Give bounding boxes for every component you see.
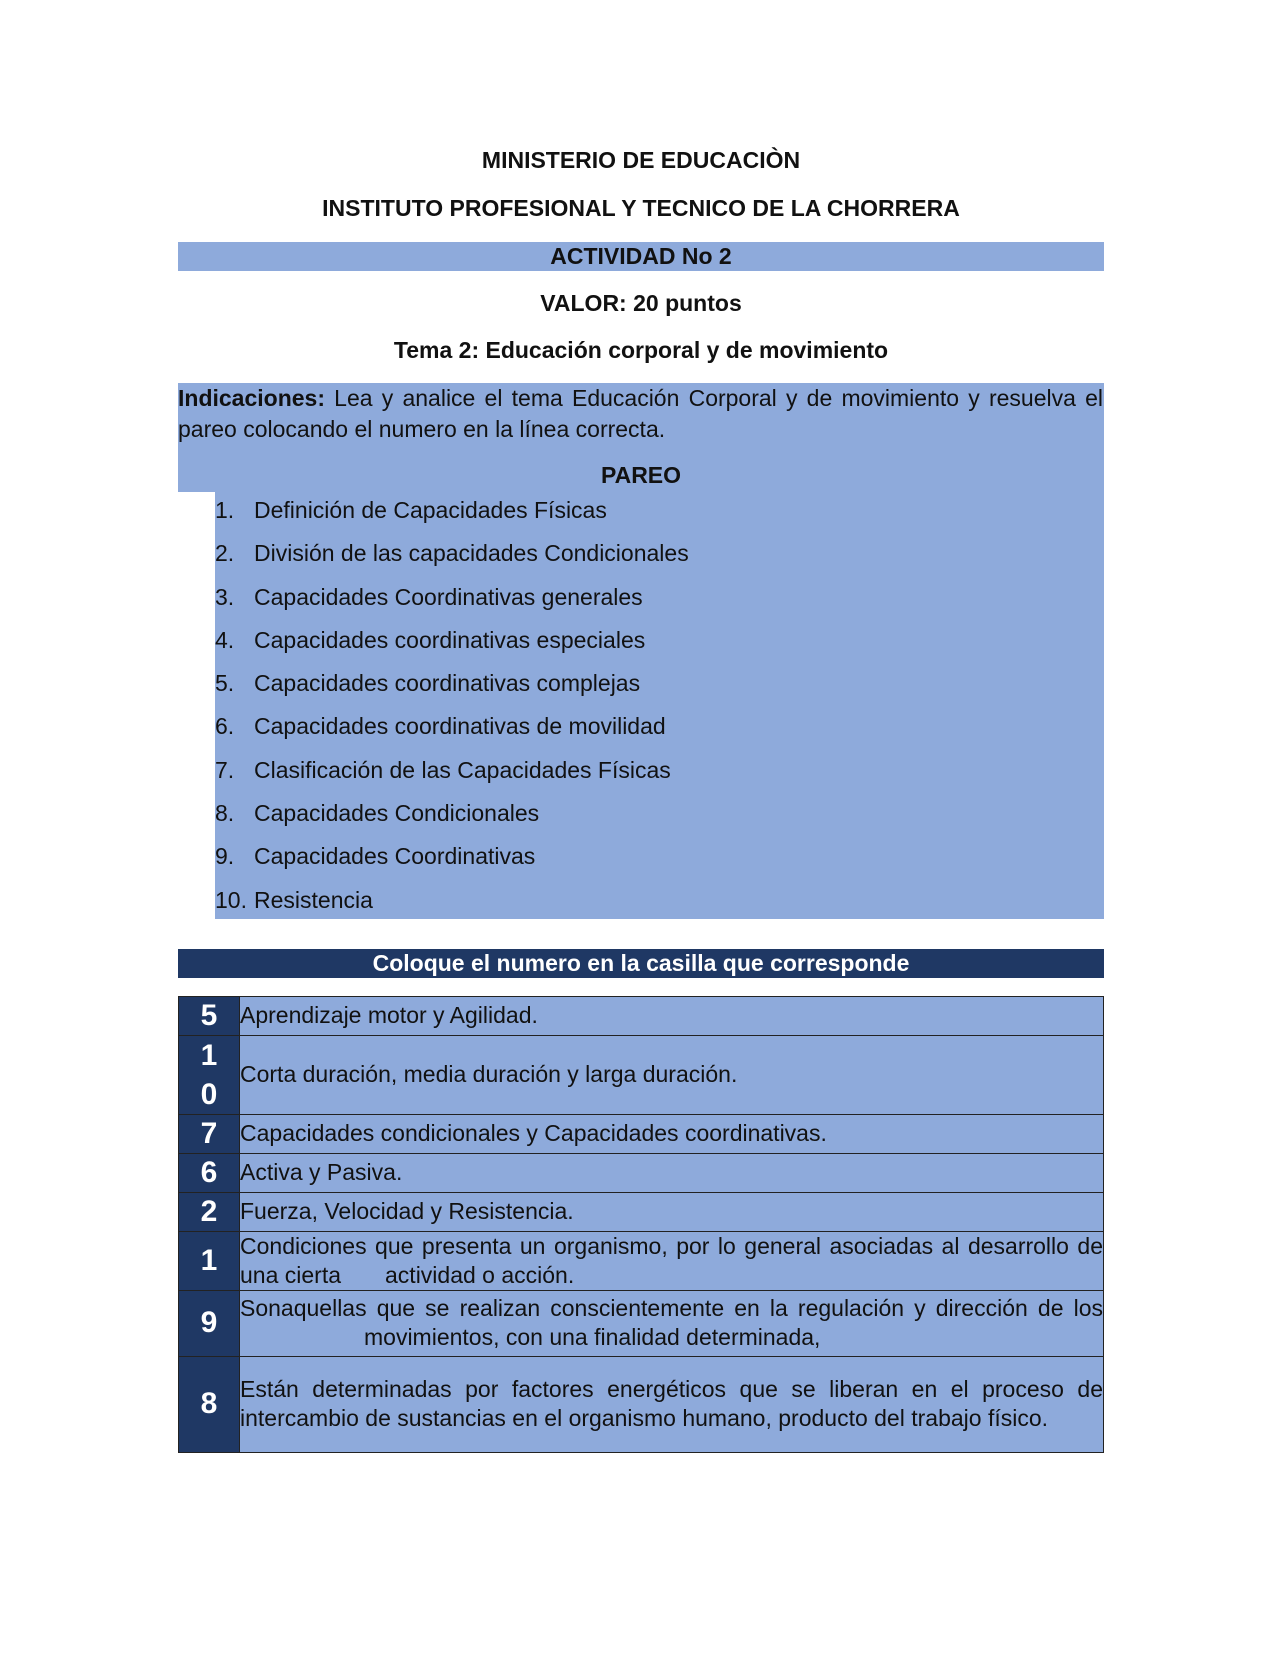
list-item-number: 5. xyxy=(215,670,235,697)
answer-value: 10 xyxy=(200,1038,218,1111)
answer-cell[interactable]: 1 xyxy=(179,1231,240,1290)
document-page xyxy=(178,146,1104,1453)
pareo-title: PAREO xyxy=(178,445,1104,492)
description-cell: Fuerza, Velocidad y Resistencia. xyxy=(240,1192,1104,1231)
description-text: Condiciones que presenta un organismo, por lo general asociadas al desarrollo de una cierta xyxy=(240,1232,1103,1288)
indications-label: Indicaciones: xyxy=(178,385,325,411)
tema-line: Tema 2: Educación corporal y de movimiento xyxy=(393,337,889,363)
table-row xyxy=(179,1356,1104,1452)
list-item-label: Definición de Capacidades Físicas xyxy=(254,497,607,523)
answer-cell[interactable]: 7 xyxy=(179,1114,240,1153)
institute-title: INSTITUTO PROFESIONAL Y TECNICO DE LA CHORRERA xyxy=(322,195,960,221)
answer-cell[interactable]: 5 xyxy=(179,996,240,1035)
table-row xyxy=(179,996,1104,1035)
list-item-number: 9. xyxy=(215,843,235,870)
list-item-number: 4. xyxy=(215,626,235,653)
list-item-label: División de las capacidades Condicionales xyxy=(254,540,689,567)
description-cell: Capacidades condicionales y Capacidades coordinativas. xyxy=(240,1114,1104,1153)
description-text: movimientos, con una finalidad determinada, xyxy=(364,1324,821,1351)
description-cell: Activa y Pasiva. xyxy=(240,1153,1104,1192)
description-cell: Están determinadas por factores energéticos que se liberan en el proceso de intercambio de sustancias en el organismo humano, producto del trabajo físico. xyxy=(240,1356,1104,1452)
list-item-label: Capacidades coordinativas de movilidad xyxy=(254,713,666,740)
description-cell: Corta duración, media duración y larga duración. xyxy=(240,1035,1104,1114)
matching-table xyxy=(178,996,1104,1453)
list-item-label: Capacidades Coordinativas generales xyxy=(254,583,643,610)
list-item-label: Capacidades Coordinativas xyxy=(254,843,536,870)
list-item-label: Capacidades coordinativas especiales xyxy=(254,626,646,653)
description-cell xyxy=(240,1231,1104,1290)
section-title: Coloque el numero en la casilla que corresponde xyxy=(178,949,1104,978)
list-item-number: 3. xyxy=(215,583,235,610)
list-item-number: 6. xyxy=(215,713,235,740)
table-row xyxy=(179,1231,1104,1290)
list-item-number: 10. xyxy=(215,886,247,913)
list-item-number: 2. xyxy=(215,540,235,567)
list-item xyxy=(215,669,1104,712)
table-row xyxy=(179,1035,1104,1114)
indications-text: Lea y analice el tema Educación Corporal y de movimiento y resuelva el pareo colocando el numero en la línea correcta. xyxy=(178,385,1103,442)
activity-title: ACTIVIDAD No 2 xyxy=(178,242,1104,271)
table-row xyxy=(179,1114,1104,1153)
ministry-title: MINISTERIO DE EDUCACIÒN xyxy=(481,147,801,173)
list-item xyxy=(215,799,1104,842)
description-cell: Aprendizaje motor y Agilidad. xyxy=(240,996,1104,1035)
valor-line: VALOR: 20 puntos xyxy=(540,290,742,316)
indications-block xyxy=(178,383,1104,445)
list-item xyxy=(215,756,1104,799)
answer-cell[interactable]: 9 xyxy=(179,1290,240,1356)
list-item xyxy=(215,583,1104,626)
description-cell xyxy=(240,1290,1104,1356)
list-item-number: 8. xyxy=(215,800,235,827)
list-item xyxy=(215,626,1104,669)
list-item xyxy=(215,712,1104,755)
list-item-label: Resistencia xyxy=(254,886,373,913)
answer-cell[interactable]: 6 xyxy=(179,1153,240,1192)
table-row xyxy=(179,1192,1104,1231)
description-text: Sonaquellas que se realizan conscientemente en la regulación y dirección de los xyxy=(240,1295,1103,1322)
list-item-number: 1. xyxy=(215,497,235,523)
pareo-list xyxy=(215,492,1104,919)
list-item xyxy=(215,842,1104,885)
list-item-number: 7. xyxy=(215,756,235,783)
answer-cell[interactable]: 8 xyxy=(179,1356,240,1452)
answer-cell[interactable] xyxy=(179,1035,240,1114)
list-item-label: Capacidades coordinativas complejas xyxy=(254,670,641,697)
list-item-label: Capacidades Condicionales xyxy=(254,800,540,827)
answer-cell[interactable]: 2 xyxy=(179,1192,240,1231)
list-item xyxy=(215,496,1104,539)
list-item xyxy=(215,539,1104,582)
list-item xyxy=(215,886,1104,919)
description-text: actividad o acción. xyxy=(385,1261,575,1288)
list-item-label: Clasificación de las Capacidades Físicas xyxy=(254,756,671,783)
table-row xyxy=(179,1153,1104,1192)
table-row xyxy=(179,1290,1104,1356)
